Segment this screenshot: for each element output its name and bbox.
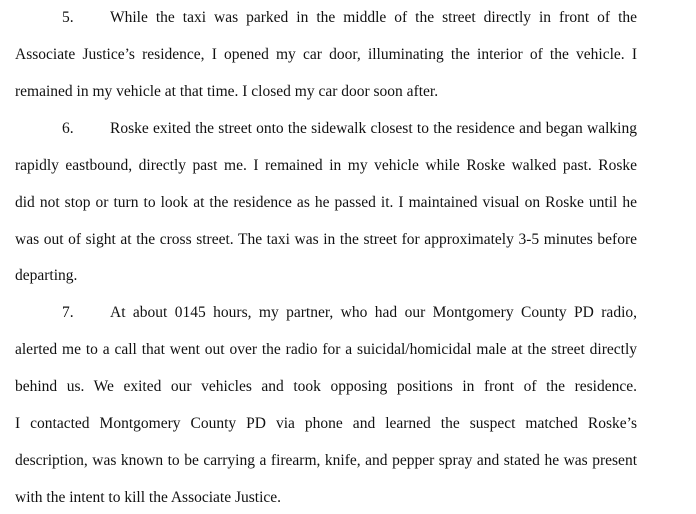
paragraph-line: alerted me to a call that went out over the radio for a suicidal/homicidal male at the street directly — [15, 341, 637, 358]
paragraph-text: At about 0145 hours, my partner, who had our Montgomery County PD radio, — [110, 304, 637, 321]
paragraph-line: did not stop or turn to look at the residence as he passed it. I maintained visual on Roske until he — [15, 194, 637, 211]
paragraph-line: description, was known to be carrying a firearm, knife, and pepper spray and stated he was present — [15, 452, 637, 469]
paragraph-line: behind us. We exited our vehicles and took opposing positions in front of the residence. — [15, 378, 637, 395]
paragraph-number: 6. — [62, 120, 74, 137]
paragraph-number: 5. — [62, 9, 74, 26]
paragraph-line: Associate Justice’s residence, I opened my car door, illuminating the interior of the vehicle. I — [15, 46, 637, 63]
paragraph-line: I contacted Montgomery County PD via phone and learned the suspect matched Roske’s — [15, 415, 637, 432]
paragraph-line: was out of sight at the cross street. The taxi was in the street for approximately 3-5 minutes before — [15, 231, 637, 248]
paragraph-text: While the taxi was parked in the middle of the street directly in front of the — [110, 9, 637, 26]
paragraph-number: 7. — [62, 304, 74, 321]
paragraph-line: with the intent to kill the Associate Justice. — [15, 489, 282, 506]
paragraph-line — [62, 119, 637, 139]
paragraph-line: rapidly eastbound, directly past me. I remained in my vehicle while Roske walked past. Roske — [15, 157, 637, 174]
paragraph-line — [62, 8, 637, 28]
paragraph-line: remained in my vehicle at that time. I closed my car door soon after. — [15, 83, 439, 100]
paragraph-line: departing. — [15, 267, 78, 284]
paragraph-text: Roske exited the street onto the sidewalk closest to the residence and began walking — [110, 120, 637, 137]
paragraph-line — [62, 303, 637, 323]
